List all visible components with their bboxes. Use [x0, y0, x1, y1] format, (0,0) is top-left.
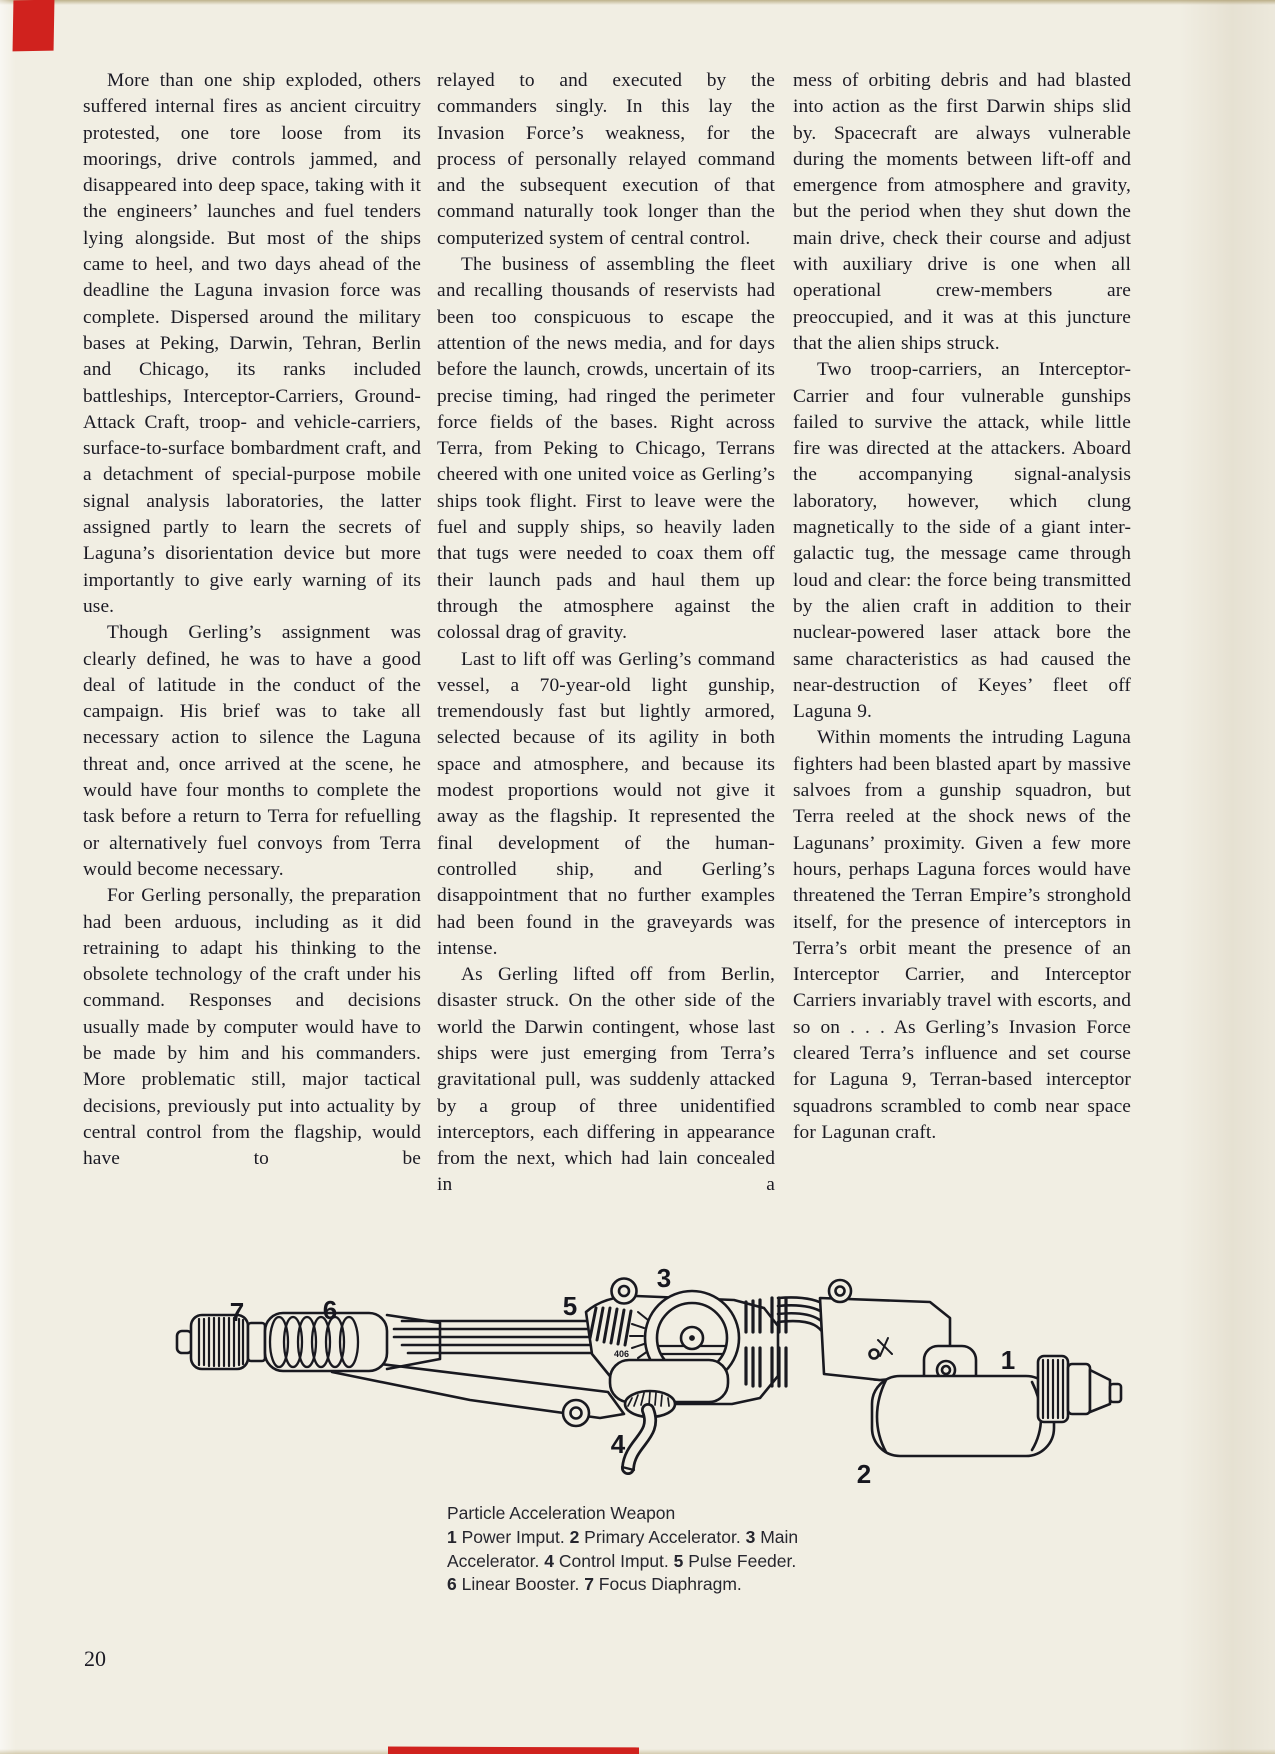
figure-caption-item: 1 Power Imput.	[447, 1527, 570, 1548]
figure-caption	[447, 1502, 809, 1596]
paragraph: Though Gerling’s assignment was clearly defined, he was to have a good deal of latitude in the conduct of the campaign. His brief was to take all necessary action to silence the Laguna threat and, once arrived at the scene, he would have four months to complete the task before a return to Terra for refuelling or alternatively fuel convoys from Terra would become necessary.	[83, 622, 421, 880]
figure-caption-title: Particle Acceleration Weapon	[447, 1503, 676, 1523]
paragraph: Within moments the intruding Laguna fighters had been blasted apart by massive salvoes from a gunship squadron, but Terra reeled at the shock news of the Lagunans’ proximity. Given a few more hours, perhaps Laguna forces would have threatened the Terran Empire’s stronghold itself, for the presence of interceptors in Terra’s orbit meant the presence of an Interceptor Carrier, and Interceptor Carriers invariably travel with escorts, and so on . . . As Gerling’s Invasion Force cleared Terra’s influence and set course for Laguna 9, Terran-based interceptor squadrons scrambled to comb near space for Lagunan craft.	[793, 727, 1131, 1143]
scan-edge-left	[0, 0, 16, 1754]
figure-caption-item: 3 Main Accelerator.	[447, 1527, 799, 1571]
figure-callout-6: 6	[322, 1295, 338, 1326]
figure-caption-items	[447, 1526, 809, 1596]
paragraph: Two troop-carriers, an Interceptor-Carrier and four vulnerable gunships failed to survive the attack, while little fire was directed at the attackers. Aboard the accompanying signal-analysis laboratory, however, which clung magnetically to the side of a giant inter-galactic tug, the message came through loud and clear: the force being transmitted by the alien craft in addition to their nuclear-powered laser attack bore the same characteristics as had caused the near-destruction of Keyes’ fleet off Laguna 9.	[793, 359, 1131, 723]
red-cover-artifact-top	[13, 0, 55, 51]
figure-caption-item: 5 Pulse Feeder.	[673, 1550, 797, 1571]
figure-caption-item: 4 Control Imput.	[544, 1550, 674, 1571]
figure-callout-1: 1	[1000, 1345, 1016, 1376]
red-cover-artifact-bottom	[388, 1747, 639, 1754]
particle-acceleration-weapon-illustration	[172, 1258, 1124, 1493]
paragraph: mess of orbiting debris and had blasted into action as the first Darwin ships slid by. Spacecraft are always vulnerable during the moments between lift-off and emergence from atmosphere and gravity, but the period when they shut down the main drive, check their course and adjust with auxiliary drive is one when all operational crew-members are preoccupied, and it was at this juncture that the alien ships struck.	[793, 70, 1131, 354]
text-column-2	[437, 68, 775, 1199]
paragraph: The business of assembling the fleet and recalling thousands of reservists had been too conspicuous to escape the attention of the news media, and for days before the launch, crowds, uncertain of its precise timing, had ringed the perimeter force fields of the bases. Right across Terra, from Peking to Chicago, Terrans cheered with one united voice as Gerling’s ships took flight. First to leave were the fuel and supply ships, so heavily laden that tugs were needed to coax them off their launch pads and haul them up through the atmosphere against the colossal drag of gravity.	[437, 254, 775, 644]
figure-callout-5: 5	[562, 1291, 578, 1322]
text-column-1	[83, 68, 421, 1172]
figure-callout-4: 4	[610, 1429, 626, 1460]
paragraph: Last to lift off was Gerling’s command vessel, a 70-year-old light gunship, tremendously fast but lightly armored, selected because of its agility in both space and atmosphere, and because its modest proportions would not give it away as the flagship. It represented the final development of the human-controlled ship, and Gerling’s disappointment that no further examples had been found in the graveyards was intense.	[437, 648, 775, 959]
scan-edge-top	[0, 0, 1275, 5]
figure-caption-item: 2 Primary Accelerator.	[569, 1527, 746, 1548]
text-column-3	[793, 68, 1131, 1146]
figure-callout-7: 7	[229, 1297, 245, 1328]
figure-caption-item: 6 Linear Booster.	[447, 1573, 585, 1594]
figure-callout-3: 3	[656, 1263, 672, 1294]
figure-callout-2: 2	[856, 1459, 872, 1490]
page-number: 20	[84, 1646, 106, 1671]
figure-caption-item: 7 Focus Diaphragm.	[584, 1573, 742, 1594]
paragraph: For Gerling personally, the preparation had been arduous, including as it did retraining to adapt his thinking to the obsolete technology of the craft under his command. Responses and decisions usually made by computer would have to be made by him and his commanders. More problematic still, major tactical decisions, previously put into actuality by central control from the flagship, would have to be	[83, 885, 421, 1170]
paragraph: relayed to and executed by the commanders singly. In this lay the Invasion Force’s weakness, for the process of personally relayed command and the subsequent execution of that command naturally took longer than the computerized system of central control.	[437, 70, 775, 249]
paragraph: As Gerling lifted off from Berlin, disaster struck. On the other side of the world the Darwin contingent, whose last ships were just emerging from Terra’s gravitational pull, was suddenly attacked by a group of three unidentified interceptors, each differing in appearance from the next, which had lain concealed in a	[437, 964, 775, 1196]
scan-edge-right	[1180, 0, 1275, 1754]
figure-marking: 406	[614, 1349, 630, 1359]
paragraph: More than one ship exploded, others suffered internal fires as ancient circuitry protested, one tore loose from its moorings, drive controls jammed, and disappeared into deep space, taking with it the engineers’ launches and fuel tenders lying alongside. But most of the ships came to heel, and two days ahead of the deadline the Laguna invasion force was complete. Dispersed around the military bases at Peking, Darwin, Tehran, Berlin and Chicago, its ranks included battleships, Interceptor-Carriers, Ground-Attack Craft, troop- and vehicle-carriers, surface-to-surface bombardment craft, and a detachment of special-purpose mobile signal analysis laboratories, the latter assigned partly to learn the secrets of Laguna’s disorientation device but more importantly to give early warning of its use.	[83, 70, 421, 617]
